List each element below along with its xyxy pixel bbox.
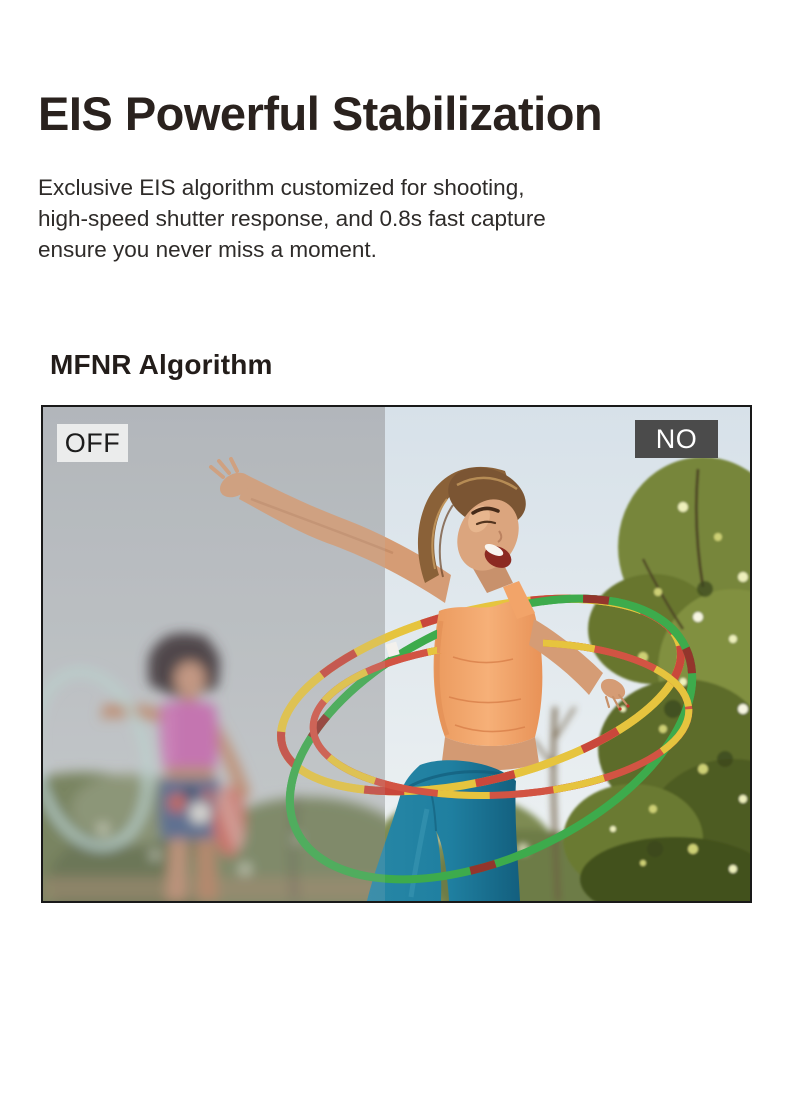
- description-line: Exclusive EIS algorithm customized for shooting,: [38, 175, 525, 200]
- off-half-veil: [43, 407, 385, 901]
- comparison-label-off: OFF: [57, 424, 128, 462]
- page-title: EIS Powerful Stabilization: [38, 87, 603, 140]
- comparison-label-no: NO: [635, 420, 718, 458]
- comparison-photo: [43, 407, 750, 901]
- page-description: [38, 172, 546, 265]
- description-line: high-speed shutter response, and 0.8s fast capture: [38, 206, 546, 231]
- section-subtitle: MFNR Algorithm: [50, 349, 273, 380]
- comparison-image: [41, 405, 752, 903]
- description-line: ensure you never miss a moment.: [38, 237, 377, 262]
